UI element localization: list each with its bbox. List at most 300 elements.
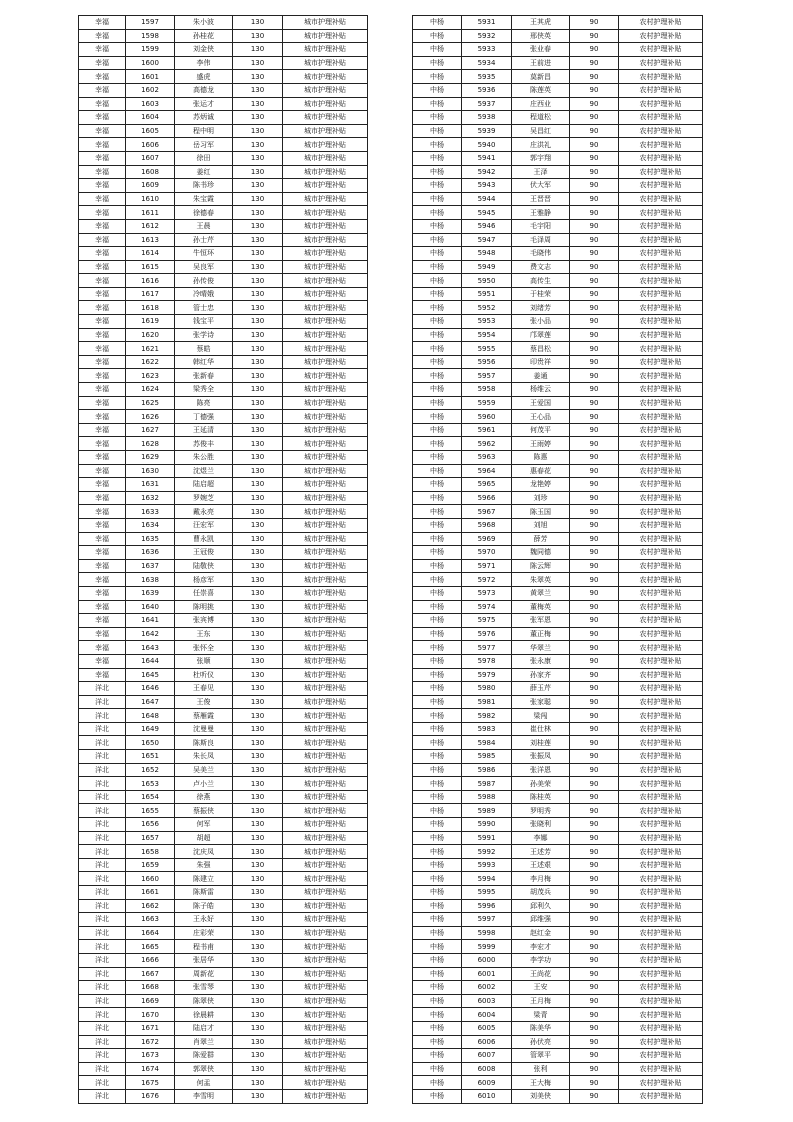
amount-cell: 130 — [233, 301, 283, 315]
amount-cell: 90 — [570, 138, 619, 152]
village-cell: 中杨 — [413, 301, 462, 315]
subsidy-type-cell: 农村护理补贴 — [619, 641, 703, 655]
name-cell: 王其虎 — [512, 16, 570, 30]
name-cell: 陈斯良 — [175, 736, 233, 750]
amount-cell: 90 — [570, 56, 619, 70]
subsidy-type-cell: 城市护理补贴 — [283, 383, 368, 397]
table-row — [79, 179, 368, 193]
subsidy-type-cell: 农村护理补贴 — [619, 899, 703, 913]
subsidy-type-cell: 城市护理补贴 — [283, 722, 368, 736]
table-row — [413, 981, 703, 995]
amount-cell: 90 — [570, 355, 619, 369]
name-cell: 梁闯 — [512, 709, 570, 723]
name-cell: 王安 — [512, 981, 570, 995]
village-cell: 中杨 — [413, 709, 462, 723]
amount-cell: 130 — [233, 274, 283, 288]
village-cell: 幸福 — [79, 233, 126, 247]
subsidy-type-cell: 城市护理补贴 — [283, 967, 368, 981]
village-cell: 中杨 — [413, 1089, 462, 1103]
village-cell: 中杨 — [413, 247, 462, 261]
table-row — [79, 682, 368, 696]
name-cell: 张家聪 — [512, 695, 570, 709]
amount-cell: 130 — [233, 1021, 283, 1035]
village-cell: 洋北 — [79, 858, 126, 872]
serial-number-cell: 1641 — [126, 614, 175, 628]
name-cell: 王尚花 — [512, 967, 570, 981]
table-row — [413, 355, 703, 369]
table-row — [79, 505, 368, 519]
subsidy-type-cell: 农村护理补贴 — [619, 383, 703, 397]
village-cell: 幸福 — [79, 301, 126, 315]
village-cell: 幸福 — [79, 260, 126, 274]
table-row — [413, 56, 703, 70]
village-cell: 幸福 — [79, 43, 126, 57]
table-row — [413, 546, 703, 560]
serial-number-cell: 5946 — [462, 219, 512, 233]
table-row — [413, 614, 703, 628]
village-cell: 中杨 — [413, 451, 462, 465]
subsidy-type-cell: 城市护理补贴 — [283, 682, 368, 696]
village-cell: 中杨 — [413, 777, 462, 791]
amount-cell: 90 — [570, 682, 619, 696]
village-cell: 中杨 — [413, 260, 462, 274]
subsidy-type-cell: 城市护理补贴 — [283, 899, 368, 913]
table-row — [79, 1062, 368, 1076]
village-cell: 中杨 — [413, 586, 462, 600]
serial-number-cell: 5988 — [462, 790, 512, 804]
subsidy-type-cell: 农村护理补贴 — [619, 722, 703, 736]
serial-number-cell: 1663 — [126, 913, 175, 927]
table-row — [79, 315, 368, 329]
serial-number-cell: 6006 — [462, 1035, 512, 1049]
serial-number-cell: 1601 — [126, 70, 175, 84]
table-row — [413, 573, 703, 587]
name-cell: 苏炳诚 — [175, 111, 233, 125]
amount-cell: 130 — [233, 627, 283, 641]
amount-cell: 130 — [233, 994, 283, 1008]
subsidy-type-cell: 农村护理补贴 — [619, 233, 703, 247]
serial-number-cell: 1622 — [126, 355, 175, 369]
serial-number-cell: 1651 — [126, 750, 175, 764]
village-cell: 幸福 — [79, 179, 126, 193]
amount-cell: 90 — [570, 43, 619, 57]
table-row — [413, 165, 703, 179]
serial-number-cell: 5942 — [462, 165, 512, 179]
table-row — [79, 940, 368, 954]
amount-cell: 90 — [570, 926, 619, 940]
amount-cell: 90 — [570, 260, 619, 274]
serial-number-cell: 5949 — [462, 260, 512, 274]
subsidy-type-cell: 农村护理补贴 — [619, 586, 703, 600]
table-row — [79, 29, 368, 43]
village-cell: 幸福 — [79, 532, 126, 546]
serial-number-cell: 5964 — [462, 464, 512, 478]
village-cell: 幸福 — [79, 451, 126, 465]
serial-number-cell: 5936 — [462, 83, 512, 97]
table-row — [413, 16, 703, 30]
table-row — [79, 845, 368, 859]
name-cell: 张学诗 — [175, 328, 233, 342]
subsidy-type-cell: 农村护理补贴 — [619, 70, 703, 84]
serial-number-cell: 6004 — [462, 1008, 512, 1022]
table-row — [413, 777, 703, 791]
serial-number-cell: 1626 — [126, 410, 175, 424]
village-cell: 幸福 — [79, 383, 126, 397]
amount-cell: 130 — [233, 709, 283, 723]
subsidy-type-cell: 农村护理补贴 — [619, 831, 703, 845]
name-cell: 王晋晋 — [512, 192, 570, 206]
serial-number-cell: 5966 — [462, 491, 512, 505]
table-row — [79, 1089, 368, 1103]
table-row — [413, 287, 703, 301]
name-cell: 陈莲英 — [512, 83, 570, 97]
subsidy-type-cell: 城市护理补贴 — [283, 1089, 368, 1103]
name-cell: 陈云辉 — [512, 559, 570, 573]
serial-number-cell: 5980 — [462, 682, 512, 696]
name-cell: 胡超 — [175, 831, 233, 845]
table-row — [79, 206, 368, 220]
table-row — [79, 138, 368, 152]
amount-cell: 90 — [570, 654, 619, 668]
village-cell: 中杨 — [413, 899, 462, 913]
village-cell: 幸福 — [79, 219, 126, 233]
village-cell: 中杨 — [413, 763, 462, 777]
subsidy-type-cell: 城市护理补贴 — [283, 111, 368, 125]
subsidy-type-cell: 农村护理补贴 — [619, 247, 703, 261]
amount-cell: 130 — [233, 328, 283, 342]
amount-cell: 90 — [570, 1062, 619, 1076]
name-cell: 朱翠英 — [512, 573, 570, 587]
subsidy-type-cell: 农村护理补贴 — [619, 682, 703, 696]
subsidy-type-cell: 城市护理补贴 — [283, 151, 368, 165]
village-cell: 洋北 — [79, 1089, 126, 1103]
table-row — [413, 219, 703, 233]
amount-cell: 90 — [570, 967, 619, 981]
name-cell: 李宏才 — [512, 940, 570, 954]
village-cell: 幸福 — [79, 423, 126, 437]
village-cell: 中杨 — [413, 29, 462, 43]
amount-cell: 90 — [570, 328, 619, 342]
name-cell: 任崇喜 — [175, 586, 233, 600]
amount-cell: 90 — [570, 586, 619, 600]
serial-number-cell: 5984 — [462, 736, 512, 750]
serial-number-cell: 5945 — [462, 206, 512, 220]
serial-number-cell: 5976 — [462, 627, 512, 641]
table-row — [413, 763, 703, 777]
serial-number-cell: 1628 — [126, 437, 175, 451]
subsidy-type-cell: 城市护理补贴 — [283, 940, 368, 954]
amount-cell: 130 — [233, 899, 283, 913]
subsidy-type-cell: 农村护理补贴 — [619, 940, 703, 954]
table-row — [413, 831, 703, 845]
serial-number-cell: 5991 — [462, 831, 512, 845]
serial-number-cell: 1673 — [126, 1049, 175, 1063]
village-cell: 幸福 — [79, 274, 126, 288]
table-row — [79, 600, 368, 614]
subsidy-type-cell: 农村护理补贴 — [619, 451, 703, 465]
name-cell: 薛玉芹 — [512, 682, 570, 696]
name-cell: 蔡振侠 — [175, 804, 233, 818]
name-cell: 王月梅 — [512, 994, 570, 1008]
village-cell: 幸福 — [79, 437, 126, 451]
village-cell: 中杨 — [413, 505, 462, 519]
amount-cell: 90 — [570, 953, 619, 967]
serial-number-cell: 1619 — [126, 315, 175, 329]
table-row — [413, 994, 703, 1008]
village-cell: 幸福 — [79, 124, 126, 138]
subsidy-type-cell: 农村护理补贴 — [619, 886, 703, 900]
village-cell: 中杨 — [413, 165, 462, 179]
table-row — [413, 206, 703, 220]
serial-number-cell: 1645 — [126, 668, 175, 682]
name-cell: 张振凤 — [512, 750, 570, 764]
amount-cell: 130 — [233, 1008, 283, 1022]
amount-cell: 90 — [570, 97, 619, 111]
village-cell: 中杨 — [413, 328, 462, 342]
serial-number-cell: 1667 — [126, 967, 175, 981]
village-cell: 洋北 — [79, 1035, 126, 1049]
subsidy-type-cell: 农村护理补贴 — [619, 219, 703, 233]
name-cell: 董正梅 — [512, 627, 570, 641]
subsidy-type-cell: 农村护理补贴 — [619, 1076, 703, 1090]
serial-number-cell: 5961 — [462, 423, 512, 437]
subsidy-type-cell: 农村护理补贴 — [619, 151, 703, 165]
serial-number-cell: 1606 — [126, 138, 175, 152]
serial-number-cell: 5974 — [462, 600, 512, 614]
table-row — [413, 111, 703, 125]
serial-number-cell: 1635 — [126, 532, 175, 546]
subsidy-type-cell: 农村护理补贴 — [619, 668, 703, 682]
table-row — [413, 383, 703, 397]
serial-number-cell: 5963 — [462, 451, 512, 465]
subsidy-type-cell: 城市护理补贴 — [283, 56, 368, 70]
subsidy-type-cell: 农村护理补贴 — [619, 355, 703, 369]
table-row — [413, 1062, 703, 1076]
table-row — [413, 423, 703, 437]
subsidy-type-cell: 城市护理补贴 — [283, 70, 368, 84]
serial-number-cell: 1602 — [126, 83, 175, 97]
subsidy-type-cell: 城市护理补贴 — [283, 478, 368, 492]
name-cell: 惠春花 — [512, 464, 570, 478]
name-cell: 华翠兰 — [512, 641, 570, 655]
subsidy-type-cell: 农村护理补贴 — [619, 532, 703, 546]
amount-cell: 90 — [570, 451, 619, 465]
serial-number-cell: 1676 — [126, 1089, 175, 1103]
serial-number-cell: 1656 — [126, 818, 175, 832]
amount-cell: 130 — [233, 505, 283, 519]
name-cell: 张新春 — [175, 369, 233, 383]
village-cell: 中杨 — [413, 627, 462, 641]
name-cell: 伏大军 — [512, 179, 570, 193]
amount-cell: 130 — [233, 233, 283, 247]
table-row — [413, 1035, 703, 1049]
subsidy-type-cell: 农村护理补贴 — [619, 600, 703, 614]
name-cell: 刘旭 — [512, 518, 570, 532]
amount-cell: 130 — [233, 790, 283, 804]
table-row — [79, 410, 368, 424]
village-cell: 洋北 — [79, 886, 126, 900]
subsidy-type-cell: 城市护理补贴 — [283, 219, 368, 233]
table-row — [413, 940, 703, 954]
serial-number-cell: 5955 — [462, 342, 512, 356]
village-cell: 中杨 — [413, 858, 462, 872]
serial-number-cell: 1605 — [126, 124, 175, 138]
table-row — [413, 967, 703, 981]
village-cell: 中杨 — [413, 913, 462, 927]
village-cell: 幸福 — [79, 654, 126, 668]
name-cell: 王晨 — [175, 219, 233, 233]
village-cell: 洋北 — [79, 1062, 126, 1076]
serial-number-cell: 1668 — [126, 981, 175, 995]
village-cell: 幸福 — [79, 614, 126, 628]
village-cell: 幸福 — [79, 111, 126, 125]
subsidy-type-cell: 农村护理补贴 — [619, 1035, 703, 1049]
village-cell: 中杨 — [413, 16, 462, 30]
subsidy-type-cell: 农村护理补贴 — [619, 967, 703, 981]
subsidy-type-cell: 农村护理补贴 — [619, 410, 703, 424]
serial-number-cell: 1643 — [126, 641, 175, 655]
name-cell: 朱宝霞 — [175, 192, 233, 206]
table-row — [79, 641, 368, 655]
amount-cell: 90 — [570, 233, 619, 247]
serial-number-cell: 1670 — [126, 1008, 175, 1022]
serial-number-cell: 1646 — [126, 682, 175, 696]
village-cell: 洋北 — [79, 709, 126, 723]
village-cell: 洋北 — [79, 940, 126, 954]
name-cell: 孙桂花 — [175, 29, 233, 43]
amount-cell: 90 — [570, 274, 619, 288]
name-cell: 张晓利 — [512, 818, 570, 832]
serial-number-cell: 5944 — [462, 192, 512, 206]
subsidy-type-cell: 城市护理补贴 — [283, 1021, 368, 1035]
subsidy-type-cell: 农村护理补贴 — [619, 1049, 703, 1063]
name-cell: 吴良军 — [175, 260, 233, 274]
serial-number-cell: 5993 — [462, 858, 512, 872]
subsidy-type-cell: 农村护理补贴 — [619, 274, 703, 288]
table-row — [79, 396, 368, 410]
table-row — [413, 451, 703, 465]
table-row — [79, 913, 368, 927]
serial-number-cell: 5985 — [462, 750, 512, 764]
subsidy-type-cell: 城市护理补贴 — [283, 804, 368, 818]
table-row — [79, 478, 368, 492]
serial-number-cell: 1598 — [126, 29, 175, 43]
table-row — [413, 97, 703, 111]
amount-cell: 90 — [570, 16, 619, 30]
amount-cell: 90 — [570, 790, 619, 804]
serial-number-cell: 5958 — [462, 383, 512, 397]
village-cell: 中杨 — [413, 111, 462, 125]
village-cell: 中杨 — [413, 614, 462, 628]
amount-cell: 90 — [570, 777, 619, 791]
amount-cell: 90 — [570, 858, 619, 872]
amount-cell: 130 — [233, 206, 283, 220]
village-cell: 幸福 — [79, 410, 126, 424]
name-cell: 张运才 — [175, 97, 233, 111]
subsidy-type-cell: 农村护理补贴 — [619, 709, 703, 723]
subsidy-type-cell: 农村护理补贴 — [619, 301, 703, 315]
serial-number-cell: 6008 — [462, 1062, 512, 1076]
subsidy-type-cell: 农村护理补贴 — [619, 1089, 703, 1103]
village-cell: 中杨 — [413, 682, 462, 696]
serial-number-cell: 5947 — [462, 233, 512, 247]
table-row — [79, 709, 368, 723]
village-cell: 洋北 — [79, 763, 126, 777]
amount-cell: 90 — [570, 913, 619, 927]
village-cell: 幸福 — [79, 97, 126, 111]
subsidy-type-cell: 农村护理补贴 — [619, 1008, 703, 1022]
name-cell: 孙士芹 — [175, 233, 233, 247]
subsidy-type-cell: 城市护理补贴 — [283, 1049, 368, 1063]
amount-cell: 90 — [570, 981, 619, 995]
table-row — [413, 804, 703, 818]
table-row — [79, 260, 368, 274]
amount-cell: 90 — [570, 518, 619, 532]
name-cell: 陈桂英 — [512, 790, 570, 804]
subsidy-type-cell: 农村护理补贴 — [619, 478, 703, 492]
name-cell: 费文志 — [512, 260, 570, 274]
name-cell: 张永康 — [512, 654, 570, 668]
name-cell: 高传生 — [512, 274, 570, 288]
serial-number-cell: 1638 — [126, 573, 175, 587]
table-row — [413, 274, 703, 288]
name-cell: 莫新昌 — [512, 70, 570, 84]
serial-number-cell: 5971 — [462, 559, 512, 573]
subsidy-type-cell: 城市护理补贴 — [283, 818, 368, 832]
subsidy-type-cell: 城市护理补贴 — [283, 315, 368, 329]
subsidy-type-cell: 农村护理补贴 — [619, 736, 703, 750]
serial-number-cell: 1630 — [126, 464, 175, 478]
amount-cell: 90 — [570, 695, 619, 709]
serial-number-cell: 5996 — [462, 899, 512, 913]
subsidy-type-cell: 农村护理补贴 — [619, 505, 703, 519]
table-row — [413, 722, 703, 736]
village-cell: 幸福 — [79, 355, 126, 369]
serial-number-cell: 1603 — [126, 97, 175, 111]
village-cell: 中杨 — [413, 722, 462, 736]
table-row — [413, 682, 703, 696]
subsidy-type-cell: 农村护理补贴 — [619, 1062, 703, 1076]
village-cell: 中杨 — [413, 1021, 462, 1035]
name-cell: 孙家齐 — [512, 668, 570, 682]
amount-cell: 130 — [233, 845, 283, 859]
subsidy-type-cell: 农村护理补贴 — [619, 573, 703, 587]
village-cell: 中杨 — [413, 668, 462, 682]
serial-number-cell: 1610 — [126, 192, 175, 206]
name-cell: 蔡昌松 — [512, 342, 570, 356]
serial-number-cell: 5948 — [462, 247, 512, 261]
name-cell: 张怀全 — [175, 641, 233, 655]
amount-cell: 90 — [570, 342, 619, 356]
village-cell: 洋北 — [79, 777, 126, 791]
amount-cell: 90 — [570, 1049, 619, 1063]
amount-cell: 90 — [570, 396, 619, 410]
name-cell: 朱长凤 — [175, 750, 233, 764]
village-cell: 洋北 — [79, 750, 126, 764]
table-row — [413, 953, 703, 967]
name-cell: 于桂荣 — [512, 287, 570, 301]
name-cell: 王俊 — [175, 695, 233, 709]
village-cell: 中杨 — [413, 926, 462, 940]
table-row — [79, 627, 368, 641]
name-cell: 曹永凯 — [175, 532, 233, 546]
serial-number-cell: 1662 — [126, 899, 175, 913]
table-row — [79, 70, 368, 84]
amount-cell: 130 — [233, 532, 283, 546]
table-row — [413, 1021, 703, 1035]
amount-cell: 90 — [570, 287, 619, 301]
table-row — [413, 559, 703, 573]
